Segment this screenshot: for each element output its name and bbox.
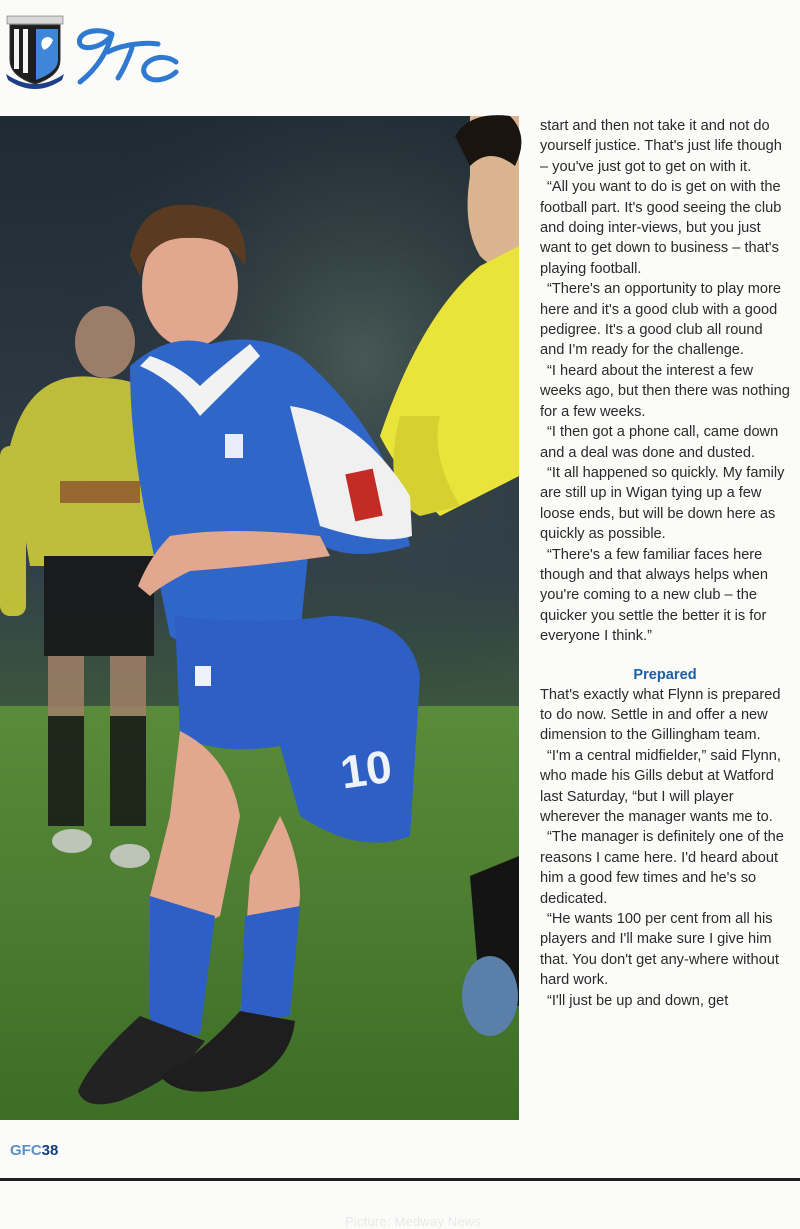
article-column	[540, 116, 790, 1011]
article-paragraph: “I then got a phone call, came down and a deal was done and dusted.	[540, 424, 779, 461]
page-header	[0, 0, 800, 112]
page-number: 38	[41, 1142, 59, 1159]
page-prefix: GFC	[10, 1142, 42, 1159]
article-body-bottom	[540, 685, 790, 1012]
article-body-top	[540, 116, 790, 647]
article-paragraph: That's exactly what Flynn is prepared to do now. Settle in and offer a new dimension to the Gillingham team.	[540, 686, 781, 744]
article-paragraph: “There's a few familiar faces here though and that always helps when you're coming to a new club – the quicker you settle the better it is for everyone I think.”	[540, 546, 768, 645]
shirt-number: 10	[337, 739, 396, 799]
section-subheading: Prepared	[633, 666, 697, 683]
article-paragraph: “The manager is definitely one of the reasons I came here. I'd heard about him a good few times and he's so dedicated.	[540, 829, 784, 907]
article-paragraph: “All you want to do is get on with the football part. It's good seeing the club and doing inter-views, but you just want to get down to business – that's playing football.	[540, 179, 782, 277]
article-paragraph: “It all happened so quickly. My family are still up in Wigan tying up a few loose ends, but will be down here as quickly as possible.	[540, 464, 785, 543]
bottom-rule	[0, 1178, 800, 1181]
article-paragraph: start and then not take it and not do yourself justice. That's just life though – you've just got to get on with it.	[540, 118, 782, 175]
article-paragraph: “I heard about the interest a few weeks ago, but then there was nothing for a few weeks.	[540, 362, 790, 420]
article-paragraph: “He wants 100 per cent from all his players and I'll make sure I give him that. You don't get any-where without hard work.	[540, 911, 779, 989]
photo-credit: Picture: Medway News	[345, 1214, 482, 1229]
article-paragraph: “There's an opportunity to play more here and it's a good club with a good pedigree. It's a good club all round and I'm ready for the challenge.	[540, 281, 781, 359]
club-crest-logo	[6, 16, 64, 88]
gfc-logo	[72, 20, 182, 90]
article-paragraph: “I'll just be up and down, get	[547, 992, 729, 1009]
page-number-label	[10, 1142, 58, 1159]
article-paragraph: “I'm a central midfielder,” said Flynn, who made his Gills debut at Watford last Saturday, “but I will player wherever the manager wants me to.	[540, 747, 781, 825]
